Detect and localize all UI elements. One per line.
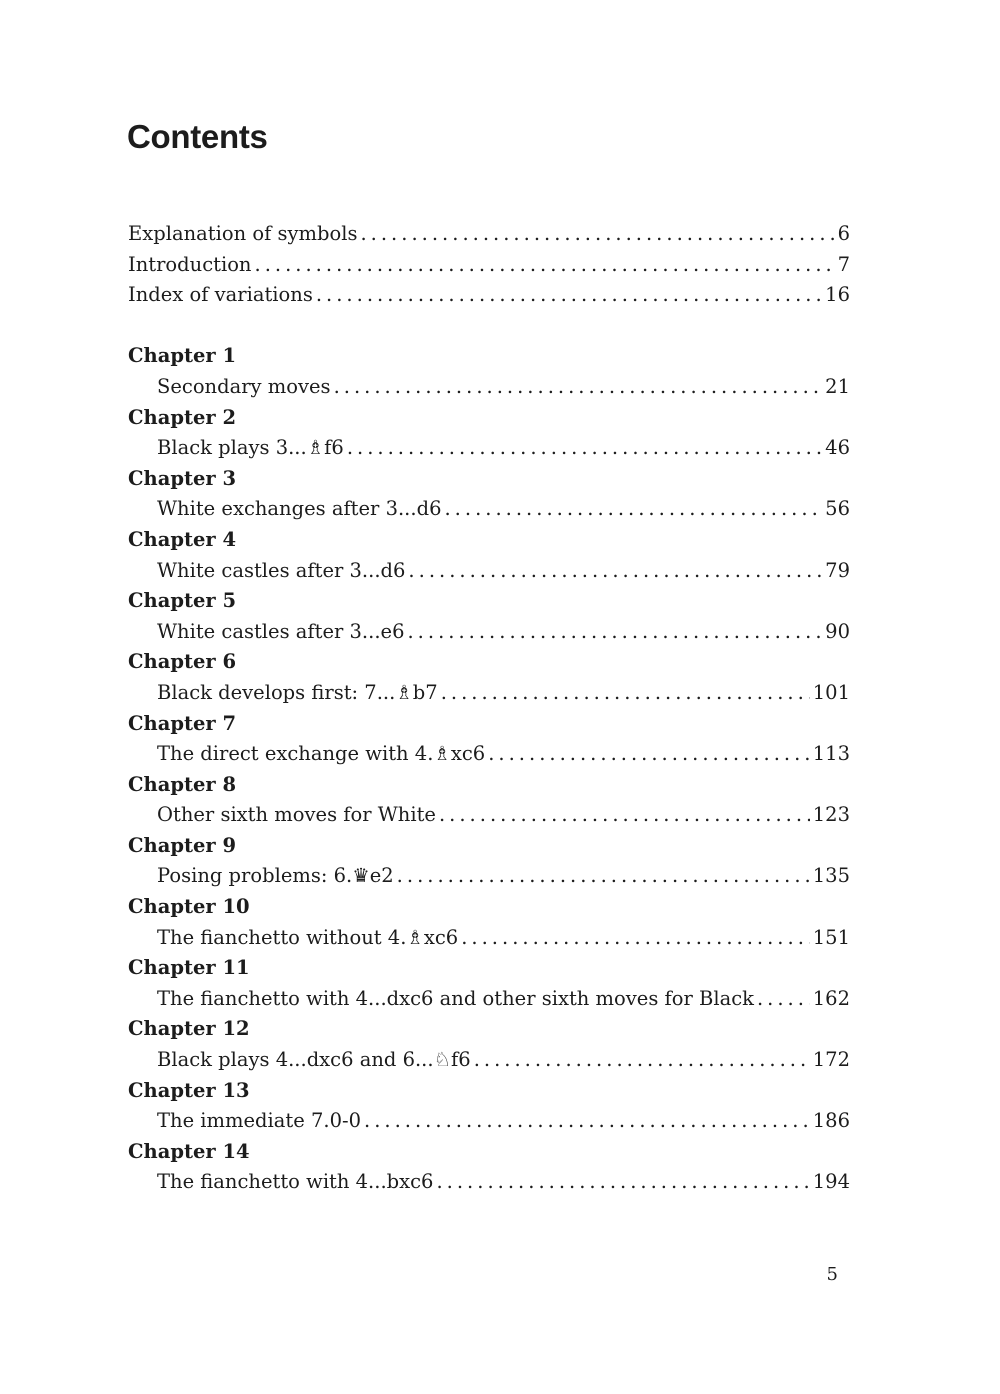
chapter-label: Chapter 2 [128,405,237,429]
chapter-label: Chapter 4 [128,527,237,551]
chapter-14 [128,1137,850,1198]
toc-entry-title: Black plays 3...♗f6 [157,436,344,460]
chapter-label: Chapter 3 [128,466,237,490]
toc-entry-title: Secondary moves [157,374,331,398]
toc-entry-title: White castles after 3...e6 [157,619,405,643]
chapter-1 [128,341,850,402]
toc-entry-chapter-9[interactable] [128,861,850,892]
table-of-contents [128,219,850,1198]
chapter-label: Chapter 10 [128,895,250,919]
chapter-11 [128,953,850,1014]
toc-entry-page: 6 [837,222,850,245]
toc-entry-title: Introduction [128,252,252,276]
toc-entry-page: 151 [812,925,850,949]
toc-entry-chapter-3[interactable] [128,494,850,525]
toc-entry-title: Index of variations [128,283,313,307]
page-number: 5 [826,1264,838,1285]
chapter-label: Chapter 9 [128,833,237,857]
chapter-12 [128,1014,850,1075]
section-spacer [128,311,850,342]
dot-leader [334,372,823,403]
dot-leader [436,1167,809,1198]
toc-entry-title: Black develops first: 7...♗b7 [157,680,438,704]
dot-leader [255,250,835,281]
chapter-label: Chapter 12 [128,1017,250,1041]
dot-leader [461,923,810,954]
toc-entry-chapter-11[interactable] [128,984,850,1015]
chapter-label: Chapter 8 [128,772,237,796]
toc-entry-title: The direct exchange with 4.♗xc6 [157,742,486,766]
toc-entry-page: 101 [812,680,850,704]
chapter-7 [128,709,850,770]
toc-entry-explanation-of-symbols[interactable] [128,219,850,250]
dot-leader [488,739,810,770]
toc-entry-page: 123 [812,803,850,827]
toc-entry-page: 56 [825,497,850,521]
chapter-label: Chapter 11 [128,956,250,980]
chapter-label: Chapter 13 [128,1078,250,1102]
chapter-label: Chapter 7 [128,711,237,735]
toc-entry-page: 16 [825,283,850,307]
chapter-4 [128,525,850,586]
toc-entry-chapter-14[interactable] [128,1167,850,1198]
toc-entry-title: White exchanges after 3...d6 [157,497,442,521]
toc-entry-page: 46 [825,436,850,460]
toc-entry-chapter-4[interactable] [128,556,850,587]
toc-entry-chapter-12[interactable] [128,1045,850,1076]
dot-leader [316,280,822,311]
dot-leader [360,219,834,250]
dot-leader [757,984,810,1015]
chapter-2 [128,403,850,464]
chapter-13 [128,1076,850,1137]
toc-entry-chapter-6[interactable] [128,678,850,709]
toc-entry-page: 172 [812,1048,850,1072]
dot-leader [397,861,810,892]
toc-entry-page: 113 [812,742,850,766]
toc-entry-title: White castles after 3...d6 [157,558,406,582]
dot-leader [364,1106,810,1137]
toc-entry-page: 135 [812,864,850,888]
chapter-label: Chapter 5 [128,589,237,613]
toc-entry-title: The immediate 7.0-0 [157,1109,361,1133]
toc-entry-page: 21 [825,374,850,398]
toc-entry-page: 194 [812,1170,850,1194]
chapter-6 [128,647,850,708]
page-title: Contents [127,118,268,155]
toc-entry-index-of-variations[interactable] [128,280,850,311]
toc-entry-title: Explanation of symbols [128,222,358,245]
chapter-label: Chapter 6 [128,650,237,674]
dot-leader [444,494,822,525]
dot-leader [347,433,822,464]
chapter-10 [128,892,850,953]
chapter-8 [128,770,850,831]
chapter-9 [128,831,850,892]
dot-leader [441,678,810,709]
toc-entry-title: The fianchetto without 4.♗xc6 [157,925,459,949]
dot-leader [474,1045,810,1076]
toc-entry-chapter-2[interactable] [128,433,850,464]
chapter-3 [128,464,850,525]
toc-entry-title: Posing problems: 6.♛e2 [157,864,394,888]
toc-entry-chapter-1[interactable] [128,372,850,403]
chapter-5 [128,586,850,647]
dot-leader [408,556,822,587]
toc-entry-chapter-10[interactable] [128,923,850,954]
toc-entry-title: The fianchetto with 4...bxc6 [157,1170,434,1194]
toc-entry-page: 79 [825,558,850,582]
toc-entry-chapter-8[interactable] [128,800,850,831]
toc-entry-title: Black plays 4...dxc6 and 6...♘f6 [157,1048,471,1072]
chapter-label: Chapter 14 [128,1139,250,1163]
toc-entry-chapter-13[interactable] [128,1106,850,1137]
chapter-label: Chapter 1 [128,344,237,368]
toc-entry-title: Other sixth moves for White [157,803,436,827]
toc-entry-chapter-5[interactable] [128,617,850,648]
toc-entry-page: 162 [812,986,850,1010]
dot-leader [407,617,822,648]
toc-entry-chapter-7[interactable] [128,739,850,770]
toc-entry-title: The fianchetto with 4...dxc6 and other sixth moves for Black [157,986,754,1010]
dot-leader [439,800,810,831]
toc-entry-introduction[interactable] [128,250,850,281]
toc-entry-page: 186 [812,1109,850,1133]
toc-entry-page: 7 [837,252,850,276]
toc-entry-page: 90 [825,619,850,643]
